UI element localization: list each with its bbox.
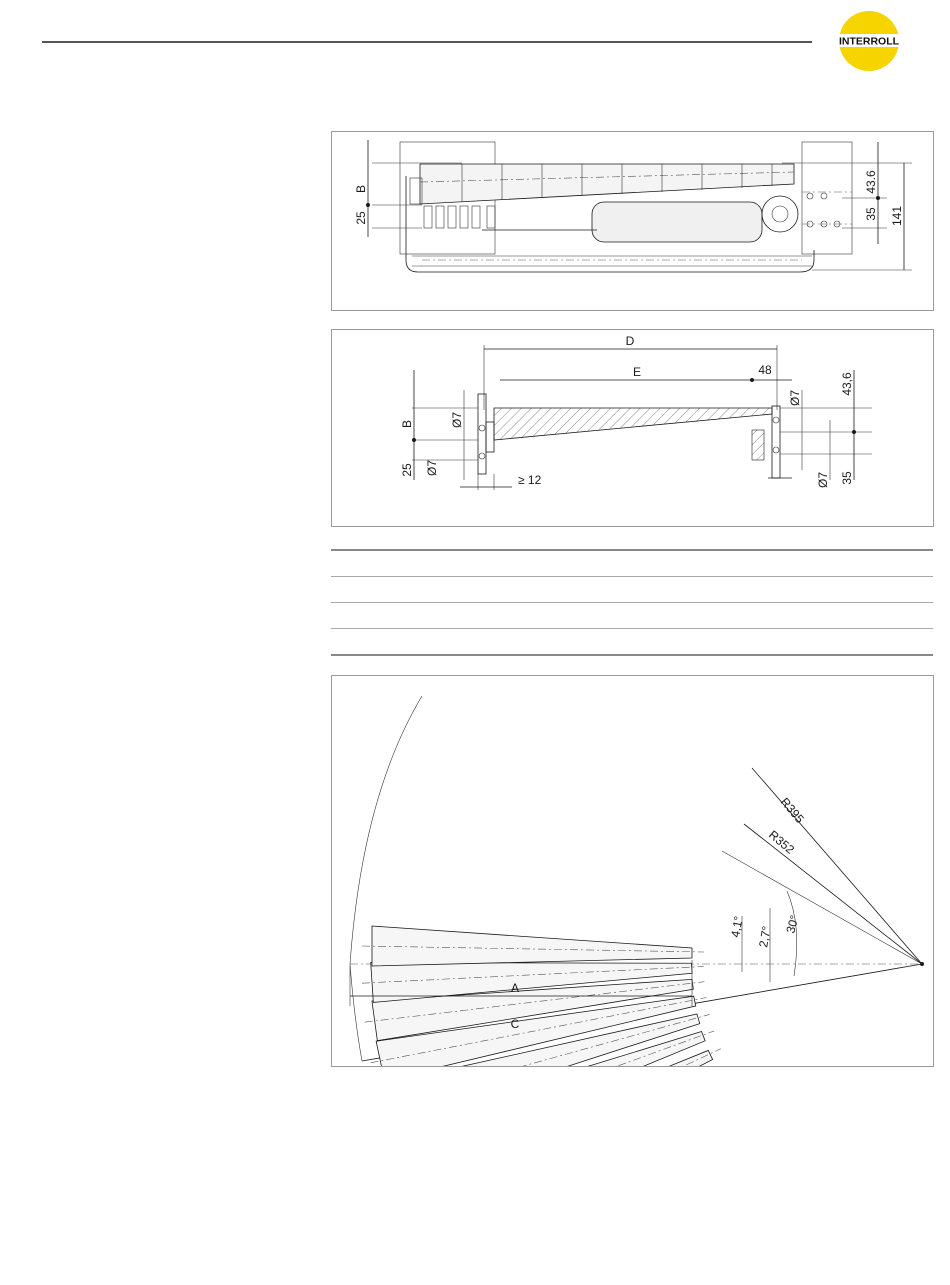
dim-d: D — [625, 334, 635, 348]
dim-min-gap: ≥ 12 — [518, 473, 542, 487]
dim-hole-bottom-right: Ø7 — [816, 471, 830, 489]
plan-view-drawing — [331, 675, 934, 1067]
side-view-drawing — [331, 131, 934, 311]
header-rule — [42, 41, 812, 43]
dim-r352: R352 — [766, 827, 798, 857]
dim-hole-top-left: Ø7 — [450, 411, 464, 429]
brand-name: INTERROLL — [838, 35, 900, 48]
interroll-logo — [838, 10, 900, 72]
dim-e: E — [632, 365, 642, 379]
dim-angle-30: 30° — [783, 913, 802, 935]
table-bottom-rule — [331, 654, 933, 656]
dim-35: 35 — [864, 207, 878, 221]
dim-r395: R395 — [777, 794, 807, 826]
table-row-rule — [331, 602, 933, 603]
table-row-rule — [331, 628, 933, 629]
dim-35: 35 — [840, 471, 854, 485]
dim-hole-top-right: Ø7 — [788, 389, 802, 407]
dim-48: 48 — [758, 363, 772, 377]
dim-c: C — [510, 1017, 520, 1031]
dim-141: 141 — [890, 205, 904, 227]
dim-b: B — [400, 419, 414, 429]
table-row-rule — [331, 576, 933, 577]
section-view-drawing — [331, 329, 934, 527]
table-top-rule — [331, 549, 933, 551]
dim-hole-bottom-left: Ø7 — [425, 459, 439, 477]
dim-angle-4-1: 4,1° — [728, 914, 746, 939]
dim-a: A — [510, 981, 520, 995]
dim-43-6: 43,6 — [840, 372, 854, 396]
dim-b: B — [354, 184, 368, 194]
dim-25: 25 — [400, 463, 414, 477]
dim-25: 25 — [354, 211, 368, 225]
dim-angle-2-7: 2,7° — [756, 924, 774, 949]
dim-43-6: 43.6 — [864, 170, 878, 194]
